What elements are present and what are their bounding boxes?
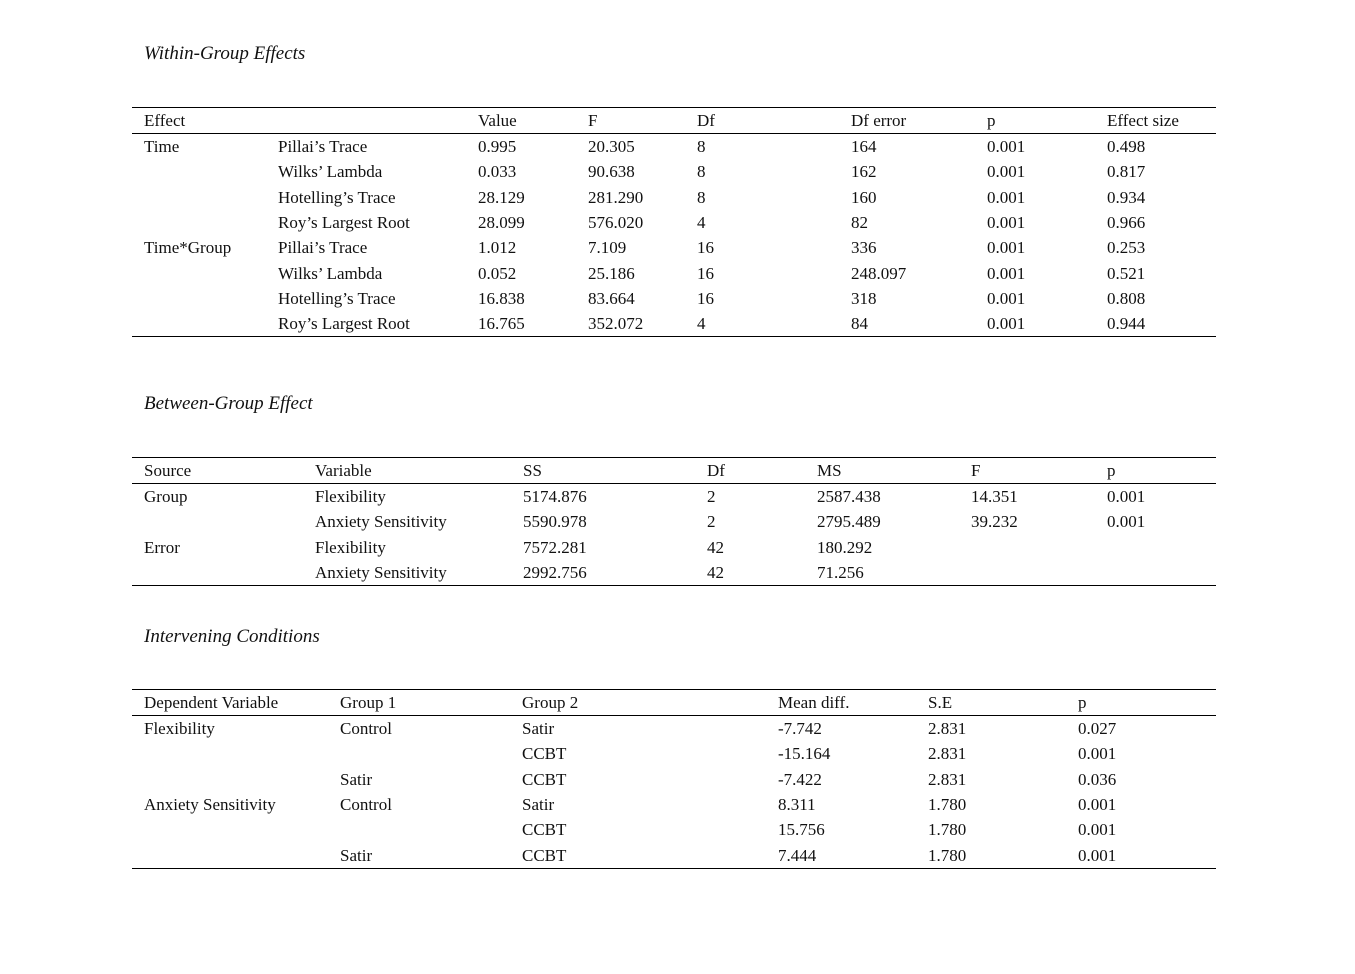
- within-group-title: Within-Group Effects: [144, 43, 306, 64]
- table-cell: 0.995: [478, 137, 517, 157]
- table-row: [132, 842, 1216, 868]
- table-cell: [132, 260, 266, 285]
- table-cell: [132, 210, 266, 235]
- table-cell: Flexibility: [315, 487, 386, 507]
- table-cell: 42: [707, 537, 724, 557]
- table-cell: 0.001: [987, 238, 1026, 258]
- table-cell: 0.033: [478, 162, 517, 182]
- table-cell: Hotelling’s Trace: [278, 187, 396, 207]
- table-cell: Satir: [522, 795, 555, 815]
- table-cell: 42: [707, 563, 724, 583]
- table-cell: 336: [851, 238, 877, 258]
- table-cell: [132, 842, 328, 868]
- table-row: [132, 311, 1216, 337]
- header-cell: Group 2: [522, 693, 579, 712]
- table-cell: [132, 560, 303, 586]
- header-cell: Effect size: [1107, 111, 1179, 130]
- table-row: [132, 817, 1216, 842]
- header-cell: [266, 108, 466, 134]
- table-cell: 28.129: [478, 187, 525, 207]
- table-cell: 1.780: [928, 845, 967, 865]
- table-cell: 0.001: [1107, 487, 1146, 507]
- table-cell: Control: [340, 719, 392, 739]
- table-cell: Hotelling’s Trace: [278, 288, 396, 308]
- table-cell: 0.001: [1107, 512, 1146, 532]
- table-cell: 0.966: [1107, 213, 1146, 233]
- table-cell: 8: [697, 162, 706, 182]
- table-cell: 2.831: [928, 744, 967, 764]
- table-cell: 2.831: [928, 769, 967, 789]
- table-cell: 0.052: [478, 263, 517, 283]
- table-row: [132, 560, 1216, 586]
- table-cell: 576.020: [588, 213, 644, 233]
- table-cell: 2587.438: [817, 487, 881, 507]
- table-cell: 90.638: [588, 162, 635, 182]
- table-cell: 0.001: [987, 263, 1026, 283]
- table-row: [132, 741, 1216, 766]
- table-cell: Wilks’ Lambda: [278, 162, 383, 182]
- table-cell: 8.311: [778, 795, 816, 815]
- table-cell: 0.001: [1078, 820, 1117, 840]
- table-cell: Satir: [340, 769, 373, 789]
- table-cell: 1.012: [478, 238, 517, 258]
- header-cell: S.E: [928, 693, 953, 712]
- table-cell: 2.831: [928, 719, 967, 739]
- table-cell: 5174.876: [523, 487, 587, 507]
- table-cell: 25.186: [588, 263, 635, 283]
- table-cell: 0.001: [987, 213, 1026, 233]
- table-cell: Anxiety Sensitivity: [144, 795, 276, 815]
- header-cell: p: [987, 111, 996, 130]
- table-row: [132, 509, 1216, 534]
- table-cell: CCBT: [522, 845, 567, 865]
- table-cell: Roy’s Largest Root: [278, 213, 410, 233]
- table-cell: 16.838: [478, 288, 525, 308]
- table-cell: 281.290: [588, 187, 644, 207]
- table-cell: 0.001: [1078, 795, 1117, 815]
- table-cell: Flexibility: [144, 719, 215, 739]
- table-cell: 0.001: [987, 187, 1026, 207]
- table-cell: 0.001: [987, 314, 1026, 334]
- table-cell: 0.253: [1107, 238, 1146, 258]
- within-group-table: [132, 107, 1216, 337]
- table-header-row: [132, 108, 1216, 134]
- table-cell: [132, 159, 266, 184]
- table-cell: Time*Group: [144, 238, 232, 258]
- table-cell: [132, 817, 328, 842]
- table-cell: -15.164: [778, 744, 831, 764]
- table-cell: Wilks’ Lambda: [278, 263, 383, 283]
- table-cell: 2795.489: [817, 512, 881, 532]
- table-cell: 7572.281: [523, 537, 587, 557]
- table-row: [132, 484, 1216, 510]
- table-cell: Anxiety Sensitivity: [315, 512, 447, 532]
- table-cell: 0.817: [1107, 162, 1146, 182]
- table-cell: 0.027: [1078, 719, 1117, 739]
- header-cell: Df: [697, 111, 715, 130]
- header-cell: Df error: [851, 111, 907, 130]
- table-row: [132, 286, 1216, 311]
- table-cell: Anxiety Sensitivity: [315, 563, 447, 583]
- intervening-title: Intervening Conditions: [144, 626, 320, 647]
- header-cell: Df: [707, 461, 725, 480]
- table-cell: 0.808: [1107, 288, 1146, 308]
- table-cell: 352.072: [588, 314, 644, 334]
- header-cell: Source: [144, 461, 192, 480]
- table-cell: [132, 185, 266, 210]
- header-cell: SS: [523, 461, 542, 480]
- table-cell: 16.765: [478, 314, 525, 334]
- table-cell: [328, 741, 510, 766]
- table-cell: 7.109: [588, 238, 627, 258]
- table-row: [132, 535, 1216, 560]
- table-cell: 15.756: [778, 820, 825, 840]
- table-cell: [959, 535, 1095, 560]
- table-cell: Pillai’s Trace: [278, 238, 368, 258]
- table-cell: 248.097: [851, 263, 907, 283]
- table-cell: 4: [697, 314, 706, 334]
- table-cell: [132, 509, 303, 534]
- table-row: [132, 134, 1216, 160]
- table-row: [132, 260, 1216, 285]
- header-cell: Variable: [315, 461, 372, 480]
- header-cell: Effect: [144, 111, 186, 130]
- header-cell: F: [971, 461, 981, 480]
- table-row: [132, 159, 1216, 184]
- table-cell: Pillai’s Trace: [278, 137, 368, 157]
- table-cell: 2992.756: [523, 563, 587, 583]
- table-cell: 8: [697, 187, 706, 207]
- between-group-title: Between-Group Effect: [144, 393, 313, 414]
- header-cell: Mean diff.: [778, 693, 850, 712]
- table-header-row: [132, 458, 1216, 484]
- table-cell: 0.934: [1107, 187, 1146, 207]
- table-cell: 7.444: [778, 845, 817, 865]
- table-cell: 0.001: [987, 162, 1026, 182]
- table-cell: 0.001: [1078, 744, 1117, 764]
- table-cell: 180.292: [817, 537, 873, 557]
- table-cell: [1095, 560, 1216, 586]
- table-header-row: [132, 690, 1216, 716]
- intervening-table: [132, 689, 1216, 869]
- table-cell: [132, 286, 266, 311]
- header-cell: MS: [817, 461, 842, 480]
- table-row: [132, 716, 1216, 742]
- table-cell: 318: [851, 288, 877, 308]
- table-cell: 84: [851, 314, 868, 334]
- table-cell: 2: [707, 487, 716, 507]
- table-row: [132, 210, 1216, 235]
- table-row: [132, 792, 1216, 817]
- table-cell: 1.780: [928, 795, 967, 815]
- table-cell: [132, 311, 266, 337]
- header-cell: Group 1: [340, 693, 397, 712]
- header-cell: p: [1078, 693, 1087, 712]
- table-cell: 82: [851, 213, 868, 233]
- header-cell: F: [588, 111, 598, 130]
- table-cell: Control: [340, 795, 392, 815]
- table-cell: [959, 560, 1095, 586]
- table-cell: -7.422: [778, 769, 822, 789]
- table-cell: [328, 817, 510, 842]
- table-cell: [132, 741, 328, 766]
- table-cell: [1095, 535, 1216, 560]
- header-cell: Dependent Variable: [144, 693, 279, 712]
- table-row: [132, 767, 1216, 792]
- table-cell: 8: [697, 137, 706, 157]
- table-cell: Flexibility: [315, 537, 386, 557]
- table-cell: -7.742: [778, 719, 822, 739]
- table-cell: 71.256: [817, 563, 864, 583]
- header-cell: p: [1107, 461, 1116, 480]
- table-cell: 20.305: [588, 137, 635, 157]
- table-cell: [132, 767, 328, 792]
- table-cell: 2: [707, 512, 716, 532]
- table-cell: 5590.978: [523, 512, 587, 532]
- table-cell: 4: [697, 213, 706, 233]
- table-cell: 0.001: [1078, 845, 1117, 865]
- table-cell: CCBT: [522, 744, 567, 764]
- header-cell: Value: [478, 111, 517, 130]
- table-cell: 39.232: [971, 512, 1018, 532]
- table-row: [132, 235, 1216, 260]
- table-cell: 0.001: [987, 288, 1026, 308]
- between-group-table: [132, 457, 1216, 586]
- table-cell: 160: [851, 187, 877, 207]
- table-cell: Satir: [340, 845, 373, 865]
- table-cell: 16: [697, 238, 714, 258]
- table-cell: CCBT: [522, 820, 567, 840]
- table-cell: CCBT: [522, 769, 567, 789]
- table-cell: 16: [697, 288, 714, 308]
- table-cell: 0.001: [987, 137, 1026, 157]
- table-cell: 164: [851, 137, 877, 157]
- table-cell: 162: [851, 162, 877, 182]
- table-cell: 16: [697, 263, 714, 283]
- table-cell: 0.944: [1107, 314, 1146, 334]
- table-row: [132, 185, 1216, 210]
- table-cell: 0.498: [1107, 137, 1146, 157]
- table-cell: Time: [144, 137, 180, 157]
- table-cell: 0.521: [1107, 263, 1146, 283]
- table-cell: Error: [144, 537, 180, 557]
- table-cell: Roy’s Largest Root: [278, 314, 410, 334]
- table-cell: Satir: [522, 719, 555, 739]
- table-cell: 14.351: [971, 487, 1018, 507]
- table-cell: 83.664: [588, 288, 635, 308]
- table-cell: 28.099: [478, 213, 525, 233]
- table-cell: 1.780: [928, 820, 967, 840]
- table-cell: 0.036: [1078, 769, 1117, 789]
- table-cell: Group: [144, 487, 188, 507]
